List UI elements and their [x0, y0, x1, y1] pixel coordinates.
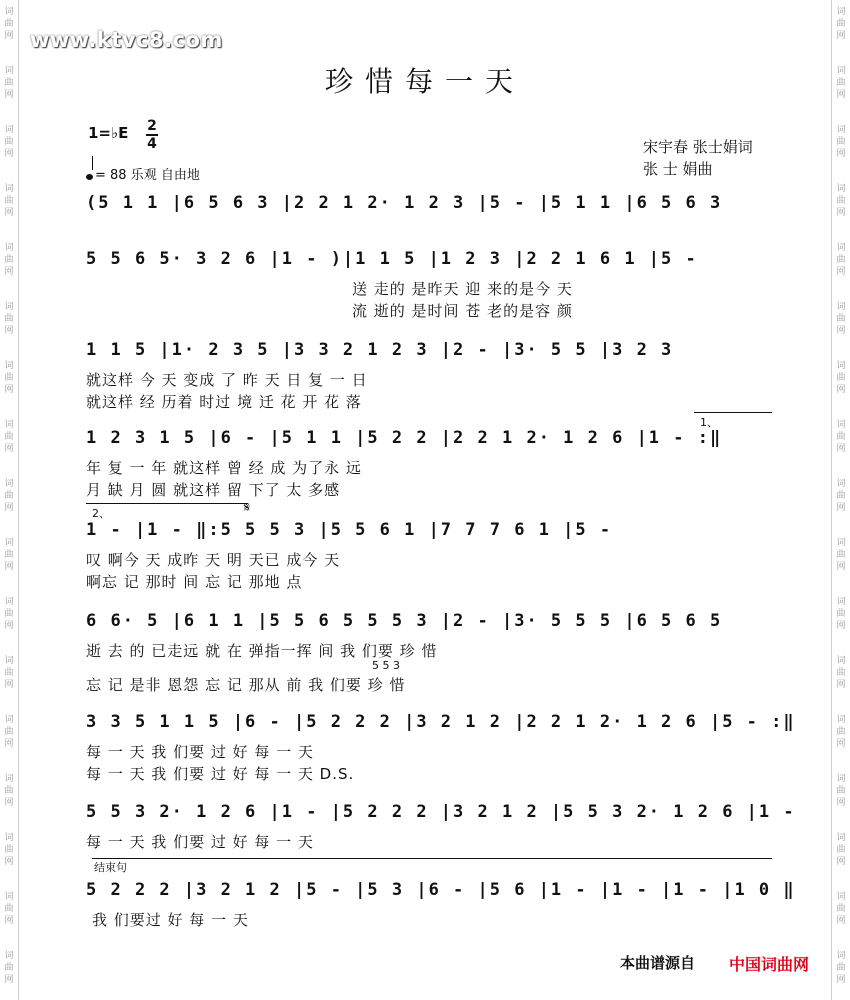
score-line-6-lyrics-1: 逝 去 的 已走远 就 在 弹指一挥 间 我 们要 珍 惜 [86, 642, 438, 660]
coda-bracket [92, 858, 772, 859]
coda-label: 结束句 [94, 861, 127, 874]
score-line-3-notes: 1 1 5 |1· 2 3 5 |3 3 2 1 2 3 |2 - |3· 5 5 |3 2 3 [86, 340, 674, 360]
right-margin-text: 词 曲 网 [836, 597, 846, 631]
footer-source-label: 本曲谱源自 [620, 954, 696, 972]
volta-2-label: 2、 [92, 507, 110, 520]
volta-1-label: 1、 [700, 416, 718, 429]
composer-credit: 张 士 娟曲 [643, 160, 713, 178]
right-margin-text: 词 曲 网 [836, 656, 846, 690]
left-margin-text: 词 曲 网 [4, 656, 14, 690]
score-line-3-lyrics-1: 就这样 今 天 变成 了 昨 天 日 复 一 日 [86, 371, 368, 389]
score-line-4-notes: 1 2 3 1 5 |6 - |5 1 1 |5 2 2 |2 2 1 2· 1 2 6 |1 - :‖ [86, 428, 723, 448]
score-line-5-notes: 1 - |1 - ‖:5 5 5 3 |5 5 6 1 |7 7 7 6 1 |5 - [86, 520, 613, 540]
score-line-4-lyrics-2: 月 缺 月 圆 就这样 留 下了 太 多感 [86, 481, 341, 499]
right-margin-text: 词 曲 网 [836, 538, 846, 572]
tempo-text: = 88 乐观 自由地 [95, 168, 200, 183]
score-line-6-notes: 6 6· 5 |6 1 1 |5 5 6 5 5 5 3 |2 - |3· 5 5 5 |6 5 6 5 [86, 611, 723, 631]
left-margin-text: 词 曲 网 [4, 302, 14, 336]
left-margin-text: 词 曲 网 [4, 184, 14, 218]
left-margin-text: 词 曲 网 [4, 892, 14, 926]
right-margin-text: 词 曲 网 [836, 7, 846, 41]
tempo-marking [86, 164, 200, 183]
left-margin-text: 词 曲 网 [4, 951, 14, 985]
key-signature: 1=♭E [88, 124, 129, 142]
right-margin-text: 词 曲 网 [836, 361, 846, 395]
score-line-7-lyrics-1: 每 一 天 我 们要 过 好 每 一 天 [86, 743, 314, 761]
lyricist-credit: 宋宇春 张士娟词 [643, 138, 753, 156]
score-line-2-lyrics-1: 送 走的 是昨天 迎 来的是今 天 [352, 280, 573, 298]
score-line-5-lyrics-1: 叹 啊今 天 成昨 天 明 天已 成今 天 [86, 551, 341, 569]
score-line-1-notes: (5 1 1 |6 5 6 3 |2 2 1 2· 1 2 3 |5 - |5 1 1 |6 5 6 3 [86, 193, 723, 213]
quarter-note-icon [86, 174, 93, 180]
left-margin-text: 词 曲 网 [4, 774, 14, 808]
left-margin-text: 词 曲 网 [4, 538, 14, 572]
right-margin-text: 词 曲 网 [836, 184, 846, 218]
credits [643, 136, 753, 180]
segno-icon: 𝄋 [244, 500, 251, 516]
volta-1-bracket [694, 412, 772, 413]
score-line-2-notes: 5 5 6 5· 3 2 6 |1 - )|1 1 5 |1 2 3 |2 2 1 6 1 |5 - [86, 249, 698, 269]
score-line-8-lyrics-1: 每 一 天 我 们要 过 好 每 一 天 [86, 833, 314, 851]
time-signature-bottom: 4 [147, 136, 157, 152]
left-margin-text: 词 曲 网 [4, 597, 14, 631]
volta-2-bracket [86, 503, 248, 504]
right-margin-text: 词 曲 网 [836, 833, 846, 867]
right-margin-text: 词 曲 网 [836, 479, 846, 513]
right-margin-text: 词 曲 网 [836, 302, 846, 336]
left-margin-text: 词 曲 网 [4, 479, 14, 513]
footer-site-name[interactable]: 中国词曲网 [729, 955, 810, 974]
left-margin-text: 词 曲 网 [4, 7, 14, 41]
left-margin-text: 词 曲 网 [4, 66, 14, 100]
score-line-7-lyrics-2: 每 一 天 我 们要 过 好 每 一 天 D.S. [86, 765, 355, 783]
left-margin-text: 词 曲 网 [4, 420, 14, 454]
score-line-4-lyrics-1: 年 复 一 年 就这样 曾 经 成 为了永 远 [86, 459, 362, 477]
score-line-6-lyrics-2: 忘 记 是非 恩怨 忘 记 那从 前 我 们要 珍 惜 [86, 676, 406, 694]
right-margin-text: 词 曲 网 [836, 715, 846, 749]
time-signature-top: 2 [147, 118, 157, 134]
right-margin-text: 词 曲 网 [836, 243, 846, 277]
grace-notes: 5 5 3 [372, 659, 400, 672]
left-margin-text: 词 曲 网 [4, 125, 14, 159]
right-margin-text: 词 曲 网 [836, 420, 846, 454]
song-title: 珍惜每一天 [324, 65, 525, 98]
right-margin-text: 词 曲 网 [836, 892, 846, 926]
score-line-3-lyrics-2: 就这样 经 历着 时过 境 迁 花 开 花 落 [86, 393, 362, 411]
left-margin-text: 词 曲 网 [4, 361, 14, 395]
score-line-9-lyrics-1: 我 们要过 好 每 一 天 [92, 911, 249, 929]
right-margin-text: 词 曲 网 [836, 774, 846, 808]
score-line-8-notes: 5 5 3 2· 1 2 6 |1 - |5 2 2 2 |3 2 1 2 |5 5 3 2· 1 2 6 |1 - [86, 802, 796, 822]
score-line-5-lyrics-2: 啊忘 记 那时 间 忘 记 那地 点 [86, 573, 303, 591]
left-margin-text: 词 曲 网 [4, 243, 14, 277]
score-line-2-lyrics-2: 流 逝的 是时间 苍 老的是容 颜 [352, 302, 573, 320]
right-margin-text: 词 曲 网 [836, 125, 846, 159]
site-watermark: www.ktvc8.com [30, 28, 223, 52]
time-signature [146, 118, 158, 152]
score-line-9-notes: 5 2 2 2 |3 2 1 2 |5 - |5 3 |6 - |5 6 |1 - |1 - |1 - |1 0 ‖ [86, 880, 796, 900]
right-margin-text: 词 曲 网 [836, 951, 846, 985]
left-margin-text: 词 曲 网 [4, 715, 14, 749]
score-line-7-notes: 3 3 5 1 1 5 |6 - |5 2 2 2 |3 2 1 2 |2 2 1 2· 1 2 6 |5 - :‖ [86, 712, 796, 732]
right-margin-text: 词 曲 网 [836, 66, 846, 100]
left-margin-text: 词 曲 网 [4, 833, 14, 867]
